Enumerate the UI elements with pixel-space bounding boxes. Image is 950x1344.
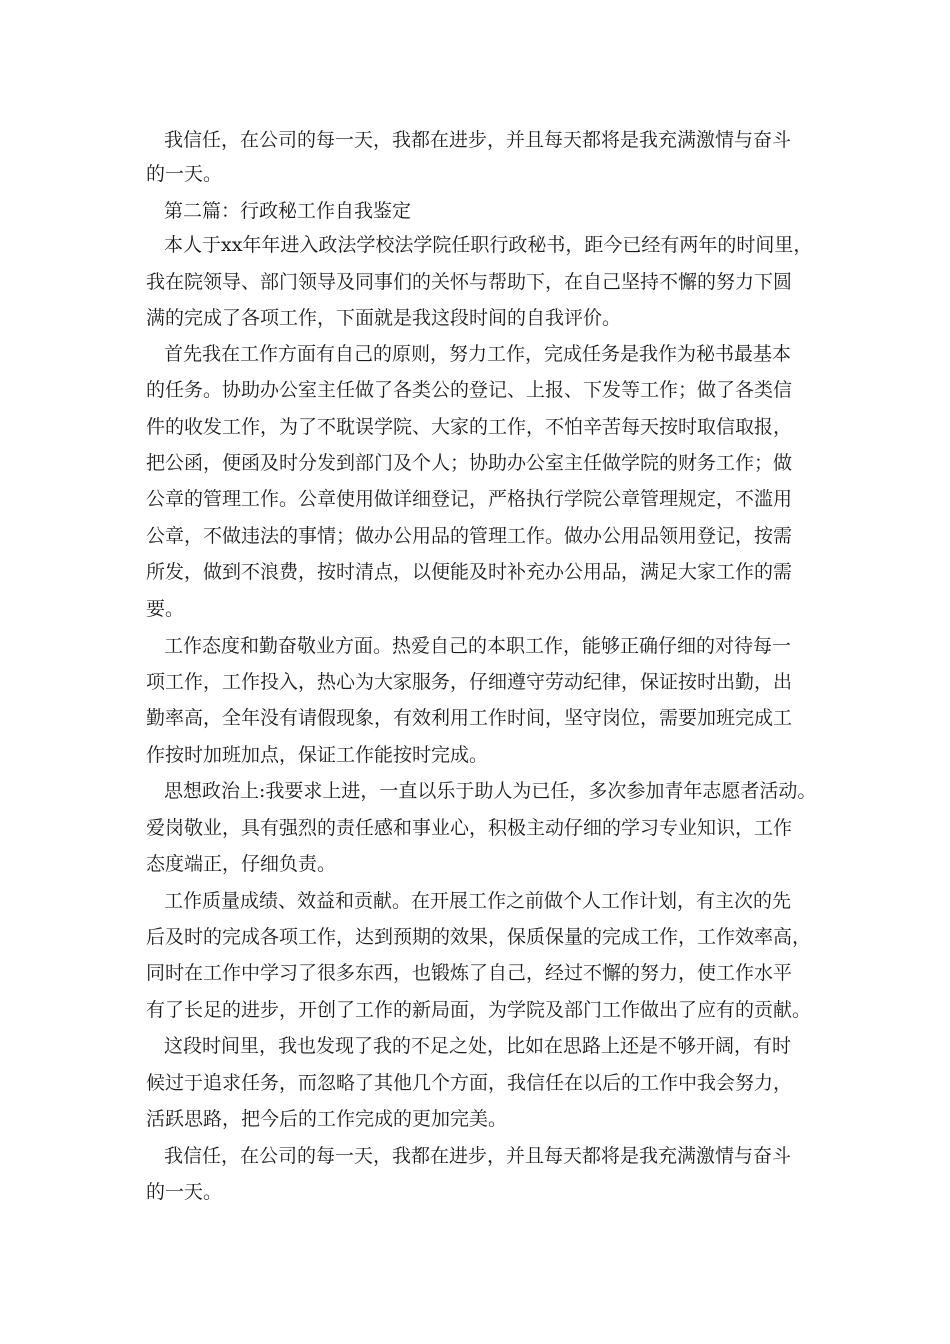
text-line: 有了长足的进步，开创了工作的新局面，为学院及部门工作做出了应有的贡献。 xyxy=(146,999,812,1021)
text-line: 的一天。 xyxy=(146,163,223,185)
text-line: 思想政治上:我要求上进，一直以乐于助人为已任，多次参加青年志愿者活动。 xyxy=(164,780,817,802)
text-line: 公章，不做违法的事情；做办公用品的管理工作。做办公用品领用登记，按需 xyxy=(146,525,793,547)
text-line: 同时在工作中学习了很多东西，也锻炼了自己，经过不懈的努力，使工作水平 xyxy=(146,962,793,984)
text-line: 要。 xyxy=(146,598,185,620)
text-line: 公章的管理工作。公章使用做详细登记，严格执行学院公章管理规定，不滥用 xyxy=(146,488,793,510)
text-line: 我信任，在公司的每一天，我都在进步，并且每天都将是我充满激情与奋斗 xyxy=(164,129,792,151)
text-line: 把公函，便函及时分发到部门及个人；协助办公室主任做学院的财务工作；做 xyxy=(146,452,793,474)
text-line: 本人于xx年年进入政法学校法学院任职行政秘书，距今已经有两年的时间里， xyxy=(164,234,813,256)
text-line: 我信任，在公司的每一天，我都在进步，并且每天都将是我充满激情与奋斗 xyxy=(164,1145,792,1167)
text-line: 这段时间里，我也发现了我的不足之处，比如在思路上还是不够开阔，有时 xyxy=(164,1035,792,1057)
text-line: 工作态度和勤奋敬业方面。热爱自己的本职工作，能够正确仔细的对待每一 xyxy=(164,635,792,657)
text-line: 项工作，工作投入，热心为大家服务，仔细遵守劳动纪律，保证按时出勤，出 xyxy=(146,671,793,693)
text-line: 态度端正，仔细负责。 xyxy=(146,853,337,875)
text-line: 首先我在工作方面有自己的原则，努力工作，完成任务是我作为秘书最基本 xyxy=(164,343,792,365)
text-line: 满的完成了各项工作，下面就是我这段时间的自我评价。 xyxy=(146,307,622,329)
text-line: 后及时的完成各项工作，达到预期的效果，保质保量的完成工作，工作效率高， xyxy=(146,926,812,948)
text-line: 工作质量成绩、效益和贡献。在开展工作之前做个人工作计划，有主次的先 xyxy=(164,890,792,912)
text-line: 作按时加班加点，保证工作能按时完成。 xyxy=(146,744,489,766)
text-line: 所发，做到不浪费，按时清点，以便能及时补充办公用品，满足大家工作的需 xyxy=(146,561,793,583)
section-heading: 第二篇：行政秘工作自我鉴定 xyxy=(164,200,412,222)
text-line: 的任务。协助办公室主任做了各类公的登记、上报、下发等工作；做了各类信 xyxy=(146,379,793,401)
text-line: 勤率高，全年没有请假现象，有效利用工作时间，坚守岗位，需要加班完成工 xyxy=(146,707,793,729)
text-line: 活跃思路，把今后的工作完成的更加完美。 xyxy=(146,1108,508,1130)
text-line: 候过于追求任务，而忽略了其他几个方面，我信任在以后的工作中我会努力， xyxy=(146,1072,793,1094)
text-line: 爱岗敬业，具有强烈的责任感和事业心，积极主动仔细的学习专业知识，工作 xyxy=(146,817,793,839)
text-line: 我在院领导、部门领导及同事们的关怀与帮助下，在自己坚持不懈的努力下圆 xyxy=(146,271,793,293)
text-line: 件的收发工作，为了不耽误学院、大家的工作，不怕辛苦每天按时取信取报， xyxy=(146,416,793,438)
text-line: 的一天。 xyxy=(146,1181,223,1203)
